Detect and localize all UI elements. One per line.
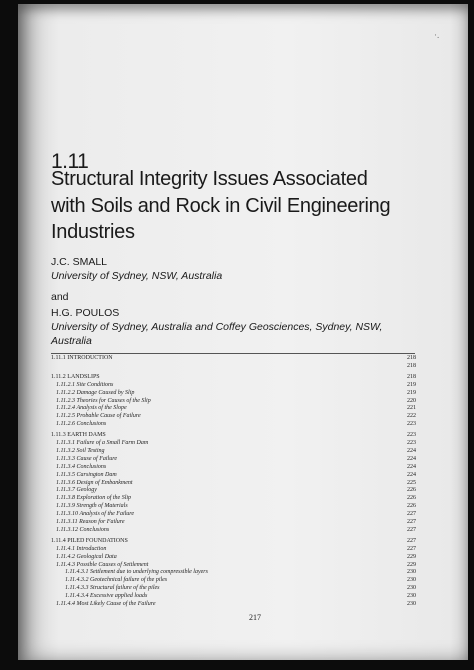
toc-entry — [51, 362, 416, 370]
author-name: H.G. POULOS — [51, 307, 120, 319]
affiliation-line: Australia — [51, 335, 92, 347]
toc-entry-title: 1.11.2 LANDSLIPS — [51, 373, 100, 380]
toc-entry-page: 218 — [407, 362, 416, 369]
author-affiliation — [51, 320, 411, 348]
toc-entry-title: 1.11.4.3.2 Geotechnical failure of the piles — [65, 577, 168, 584]
toc-entry — [51, 373, 416, 381]
toc-entry-page: 230 — [407, 569, 416, 576]
toc-entry — [51, 404, 416, 412]
toc-entry — [51, 479, 416, 487]
toc-entry — [51, 518, 416, 526]
toc-entry-title: 1.11.4.4 Most Likely Cause of the Failure — [56, 601, 156, 607]
toc-entry-page: 227 — [407, 519, 416, 525]
page-corner-mark: ·. — [434, 30, 440, 40]
toc-entry — [51, 576, 416, 584]
toc-entry — [51, 471, 416, 479]
toc-entry — [51, 420, 416, 428]
toc-entry-page: 230 — [407, 593, 416, 600]
chapter-title — [51, 166, 451, 246]
toc-entry-page: 230 — [407, 577, 416, 584]
toc-entry-page: 224 — [407, 455, 416, 462]
toc-entry-page: 227 — [407, 511, 416, 518]
toc-entry-page: 223 — [407, 440, 416, 446]
toc-entry-title: 1.11.3.11 Reason for Failure — [56, 519, 125, 525]
toc-entry-title: 1.11.4.3.3 Structural failure of the piles — [65, 585, 160, 592]
toc-entry-page: 221 — [407, 405, 416, 412]
toc-entry — [51, 486, 416, 494]
toc-entry — [51, 502, 416, 510]
toc-entry-title: 1.11.2.5 Probable Cause of Failure — [56, 413, 141, 420]
toc-entry — [51, 553, 416, 561]
toc-entry-title: 1.11.3.1 Failure of a Small Farm Dam — [56, 440, 149, 446]
toc-entry — [51, 431, 416, 439]
affiliation-line: University of Sydney, Australia and Coffey Geosciences, Sydney, NSW, — [51, 321, 383, 333]
toc-entry-page: 224 — [407, 463, 416, 470]
toc-entry-page: 229 — [407, 553, 416, 560]
toc-entry-title: 1.11.4.3.4 Excessive applied loads — [65, 593, 148, 600]
toc-entry-page: 226 — [407, 503, 416, 510]
toc-entry — [51, 568, 416, 576]
toc-entry-page: 224 — [407, 447, 416, 454]
toc-entry-title: 1.11.2.1 Site Conditions — [56, 381, 114, 388]
toc-entry-page: 225 — [407, 479, 416, 486]
title-line: Structural Integrity Issues Associated — [51, 168, 368, 190]
toc-entry-page: 230 — [407, 585, 416, 592]
toc-entry-title: 1.11.3.8 Exploration of the Slip — [56, 495, 132, 502]
toc-entry — [51, 455, 416, 463]
toc-entry-page: 227 — [407, 545, 416, 552]
toc-entry-page: 226 — [407, 487, 416, 494]
toc-entry — [51, 412, 416, 420]
toc-entry — [51, 592, 416, 600]
toc-entry — [51, 600, 416, 608]
toc-entry-page: 229 — [407, 561, 416, 568]
toc-entry-title: 1.11.1 INTRODUCTION — [51, 355, 113, 361]
toc-entry-title: 1.11.4.2 Geological Data — [56, 553, 117, 560]
page-number: 217 — [249, 613, 261, 622]
chapter-number: 1.11 — [51, 150, 89, 173]
toc-entry-page: 218 — [407, 355, 416, 361]
toc-entry-title: 1.11.4 PILED FOUNDATIONS — [51, 537, 128, 544]
toc-entry — [51, 447, 416, 455]
toc-entry — [51, 463, 416, 471]
toc-entry — [51, 397, 416, 405]
toc-entry-title: 1.11.2.3 Theories for Causes of the Slip — [56, 397, 151, 404]
toc-entry-title: 1.11.4.1 Introduction — [56, 545, 107, 552]
toc-entry — [51, 537, 416, 545]
toc-entry — [51, 389, 416, 397]
toc-entry-title: 1.11.3.10 Analysis of the Failure — [56, 511, 135, 518]
toc-entry-page: 220 — [407, 397, 416, 404]
toc-entry — [51, 510, 416, 518]
toc-entry-page: 222 — [407, 413, 416, 420]
toc-entry-title: 1.11.3.2 Soil Testing — [56, 447, 105, 454]
toc-entry-title: 1.11.3 EARTH DAMS — [51, 432, 106, 439]
title-line: with Soils and Rock in Civil Engineering — [51, 194, 391, 217]
toc-entry-title: 1.11.3.4 Conclusions — [56, 463, 107, 470]
toc-entry-page: 227 — [407, 537, 416, 544]
author-affiliation: University of Sydney, NSW, Australia — [51, 270, 223, 282]
toc-entry-page: 223 — [407, 421, 416, 428]
toc-entry-title: 1.11.3.6 Design of Embankment — [56, 479, 133, 486]
author-conjunction: and — [51, 291, 69, 303]
toc-entry-page: 224 — [407, 471, 416, 478]
toc-entry — [51, 439, 416, 447]
toc-entry-page: 223 — [407, 432, 416, 439]
author-name: J.C. SMALL — [51, 256, 108, 268]
toc-entry-title: 1.11.3.5 Carsington Dam — [56, 471, 117, 478]
toc-entry — [51, 526, 416, 534]
toc-entry-title: 1.11.4.3.1 Settlement due to underlying compressible layers — [65, 569, 208, 576]
book-page — [18, 4, 468, 660]
toc-entry — [51, 354, 416, 362]
toc-entry — [51, 561, 416, 569]
toc-entry-title: 1.11.3.3 Cause of Failure — [56, 455, 117, 462]
toc-entry-title: 1.11.3.9 Strength of Materials — [56, 503, 128, 510]
toc-entry — [51, 584, 416, 592]
toc-entry-page: 230 — [407, 601, 416, 607]
toc-entry-page: 227 — [407, 526, 416, 533]
title-line: Industries — [51, 221, 135, 243]
toc-entry-title: 1.11.2.2 Damage Caused by Slip — [56, 389, 135, 396]
toc-entry-title: 1.11.2.6 Conclusions — [56, 421, 107, 428]
toc-entry-page: 226 — [407, 495, 416, 502]
toc-entry-title: 1.11.4.3 Possible Causes of Settlement — [56, 561, 149, 568]
toc-entry-title: 1.11.3.7 Geology — [56, 487, 97, 494]
toc-entry-page: 219 — [407, 389, 416, 396]
toc-entry-page: 218 — [407, 373, 416, 380]
toc-entry-title: 1.11.3.12 Conclusions — [56, 526, 110, 533]
toc-entry-page: 219 — [407, 381, 416, 388]
toc-entry — [51, 381, 416, 389]
toc-entry — [51, 494, 416, 502]
toc-entry — [51, 545, 416, 553]
toc-entry-title: 1.11.2.4 Analysis of the Slope — [56, 405, 127, 412]
